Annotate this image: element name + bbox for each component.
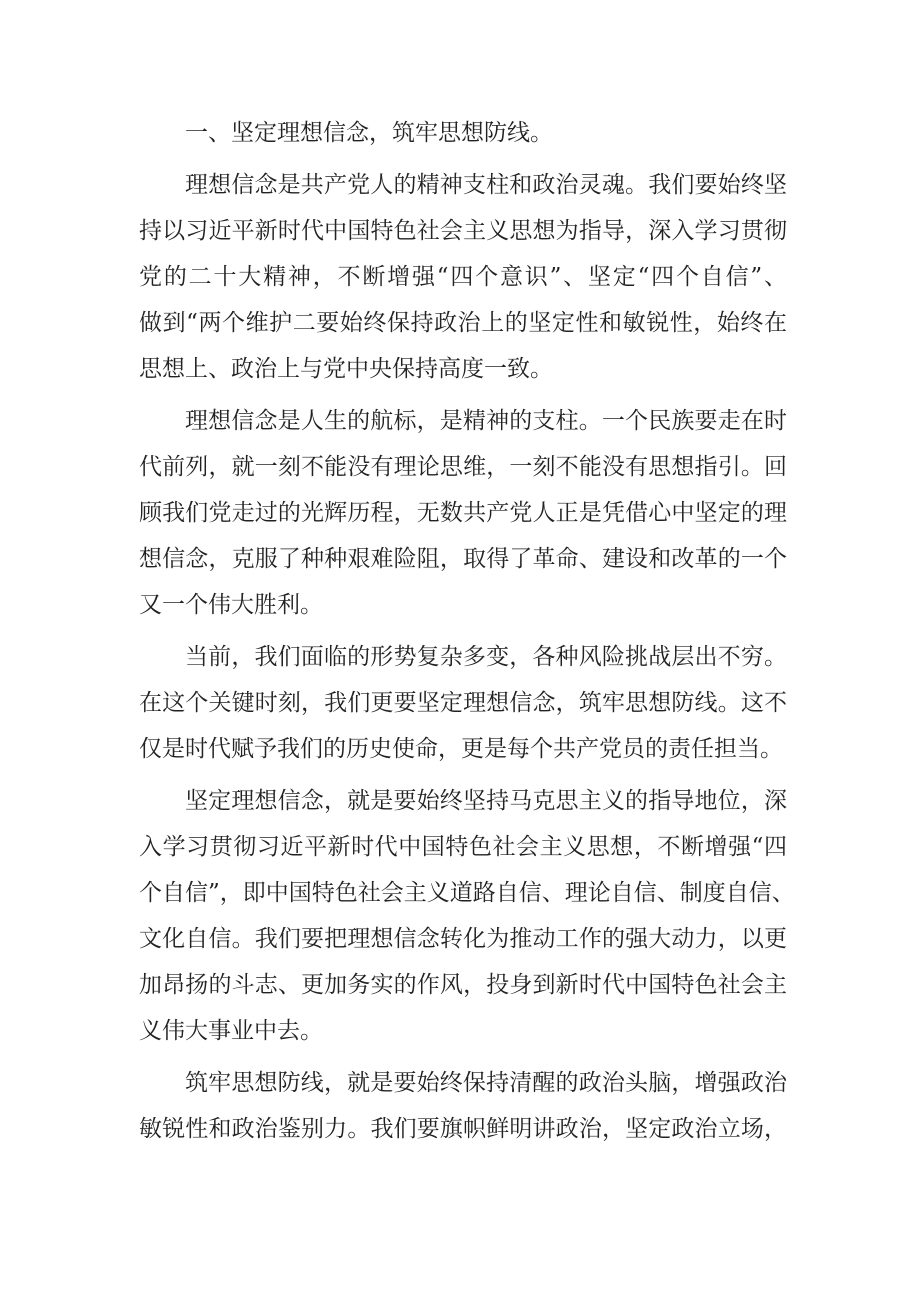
paragraph-line: 理想信念是共产党人的精神支柱和政治灵魂。我们要始终坚 <box>185 172 787 198</box>
paragraph-line: 在这个关键时刻，我们更要坚定理想信念，筑牢思想防线。这不 <box>139 690 787 716</box>
paragraph-line: 党的二十大精神，不断增强“四个意识”、坚定“四个自信”、 <box>139 264 787 290</box>
paragraph-line: 个自信”，即中国特色社会主义道路自信、理论自信、制度自信、 <box>139 880 795 906</box>
paragraph-2 <box>139 398 787 628</box>
paragraph-4 <box>139 778 795 1054</box>
paragraph-line: 义伟大事业中去。 <box>139 1018 323 1044</box>
paragraph-line: 当前，我们面临的形势复杂多变，各种风险挑战层出不穷。 <box>185 644 787 670</box>
paragraph-line: 坚定理想信念，就是要始终坚持马克思主义的指导地位，深 <box>185 788 787 814</box>
section-heading: 一、坚定理想信念，筑牢思想防线。 <box>185 120 553 146</box>
paragraph-line: 理想信念是人生的航标，是精神的支柱。一个民族要走在时 <box>185 408 787 434</box>
paragraph-3 <box>139 634 787 772</box>
paragraph-line: 加昂扬的斗志、更加务实的作风，投身到新时代中国特色社会主 <box>139 972 787 998</box>
paragraph-1 <box>139 162 787 392</box>
paragraph-line: 筑牢思想防线，就是要始终保持清醒的政治头脑，增强政治 <box>185 1070 787 1096</box>
paragraph-5 <box>139 1060 787 1152</box>
paragraph-line: 入学习贯彻习近平新时代中国特色社会主义思想，不断增强“四 <box>139 834 787 860</box>
paragraph-line: 代前列，就一刻不能没有理论思维，一刻不能没有思想指引。回 <box>139 454 787 480</box>
paragraph-line: 文化自信。我们要把理想信念转化为推动工作的强大动力，以更 <box>139 926 787 952</box>
paragraph-line: 又一个伟大胜利。 <box>139 592 323 618</box>
paragraph-line: 仅是时代赋予我们的历史使命，更是每个共产党员的责任担当。 <box>139 736 783 762</box>
paragraph-line: 思想上、政治上与党中央保持高度一致。 <box>139 356 553 382</box>
paragraph-line: 敏锐性和政治鉴别力。我们要旗帜鲜明讲政治，坚定政治立场， <box>139 1116 787 1142</box>
paragraph-line: 顾我们党走过的光辉历程，无数共产党人正是凭借心中坚定的理 <box>139 500 787 526</box>
paragraph-line: 做到“两个维护二要始终保持政治上的坚定性和敏锐性，始终在 <box>139 310 787 336</box>
paragraph-line: 持以习近平新时代中国特色社会主义思想为指导，深入学习贯彻 <box>139 218 787 244</box>
document-body <box>139 110 795 1152</box>
paragraph-line: 想信念，克服了种种艰难险阻，取得了革命、建设和改革的一个 <box>139 546 787 572</box>
